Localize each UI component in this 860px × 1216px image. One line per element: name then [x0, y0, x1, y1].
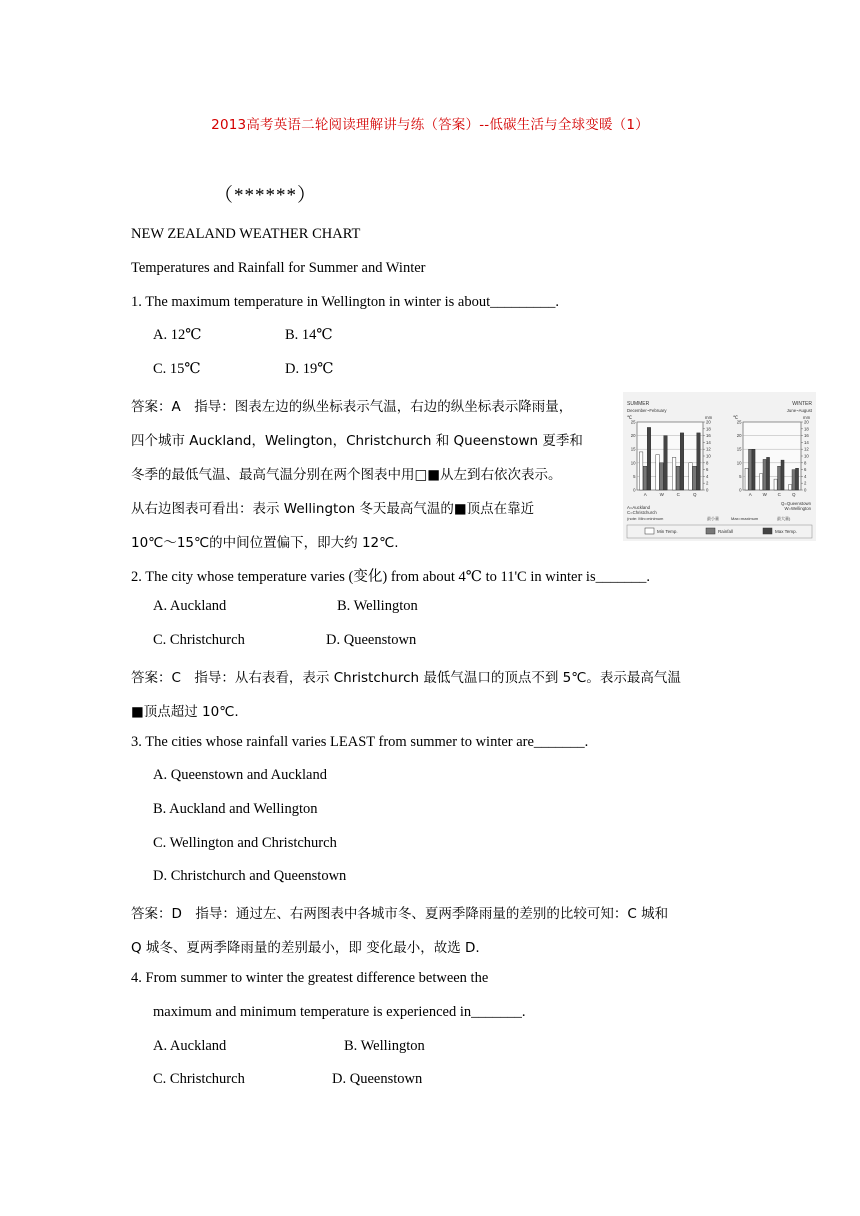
winter-bar-C-2 — [781, 460, 784, 490]
summer-title: SUMMER — [627, 401, 650, 407]
question-4-line-1: 4. From summer to winter the greatest difference between the — [131, 970, 489, 986]
winter-bar-W-0 — [760, 474, 763, 490]
answer-1-line-2: 四个城市 Auckland，Welington，Christchurch 和 Queenstown 夏季和 — [131, 433, 583, 449]
answer-2-line-1: 答案：C 指导：从右表看，表示 Christchurch 最低气温口的顶点不到 5℃。表示最高气温 — [131, 670, 681, 686]
winter-unit-left: ℃ — [733, 415, 738, 420]
winter-bar-Q-1 — [792, 470, 795, 490]
answer-1-line-4: 从右边图表可看出：表示 Wellington 冬天最高气温的■顶点在靠近 — [131, 501, 535, 517]
summer-rain-tick: 8 — [706, 460, 709, 466]
summer-temp-tick: 5 — [633, 473, 636, 479]
summer-temp-tick: 0 — [633, 487, 636, 493]
question-3: 3. The cities whose rainfall varies LEAST from summer to winter are_______. — [131, 734, 589, 750]
option-4b: B. Wellington — [344, 1038, 425, 1054]
summer-range: December~February — [627, 408, 667, 413]
option-1d: D. 19℃ — [285, 361, 334, 377]
winter-bar-C-0 — [774, 479, 777, 490]
legend-max: Max Temp. — [775, 529, 797, 534]
summer-category-label: Q — [692, 492, 697, 497]
summer-rain-tick: 12 — [706, 446, 711, 452]
summer-bar-C-0 — [672, 457, 676, 490]
summer-rain-tick: 18 — [706, 426, 711, 432]
legend-swatch-rain — [706, 528, 715, 534]
summer-category-label: C — [676, 492, 680, 497]
winter-rain-tick: 10 — [804, 453, 809, 459]
summer-bar-Q-0 — [689, 463, 693, 490]
legend-swatch-min — [645, 528, 654, 534]
answer-2-line-2: ■顶点超过 10℃. — [131, 704, 239, 720]
document-title: 2013高考英语二轮阅读理解讲与练（答案）--低碳生活与全球变暖（1） — [211, 117, 649, 133]
winter-temp-tick: 20 — [736, 433, 742, 439]
option-1b: B. 14℃ — [285, 327, 333, 343]
option-2a: A. Auckland — [153, 598, 227, 614]
winter-bar-W-1 — [763, 459, 766, 490]
summer-rain-tick: 16 — [706, 433, 711, 439]
winter-rain-tick: 4 — [804, 473, 807, 479]
summer-rain-tick: 6 — [706, 467, 709, 473]
winter-rain-tick: 8 — [804, 460, 807, 466]
option-4d: D. Queenstown — [332, 1071, 423, 1087]
key-note-big: 最大量) — [777, 516, 791, 521]
key-note-small: 最小量 — [707, 516, 719, 521]
winter-bar-A-0 — [745, 468, 748, 490]
legend-rain: Rainfall — [718, 529, 734, 534]
key-note-max: Max=maximum — [731, 516, 759, 521]
summer-bar-A-0 — [639, 452, 643, 490]
option-3c: C. Wellington and Christchurch — [153, 835, 337, 851]
key-wellington: W=Wellington — [784, 506, 811, 511]
key-queenstown: Q=Queenstown — [781, 501, 811, 506]
winter-bar-C-1 — [778, 466, 781, 490]
summer-bar-A-1 — [643, 466, 647, 490]
winter-bar-W-2 — [766, 457, 769, 490]
winter-title: WINTER — [792, 401, 812, 407]
summer-bar-Q-2 — [697, 433, 701, 490]
winter-bar-A-2 — [752, 449, 755, 490]
summer-unit-left: ℃ — [627, 415, 632, 420]
winter-bar-Q-0 — [789, 485, 792, 490]
winter-category-label: A — [748, 492, 752, 497]
question-1: 1. The maximum temperature in Wellington in winter is about_________. — [131, 294, 559, 310]
summer-bar-C-1 — [676, 466, 680, 490]
question-2: 2. The city whose temperature varies (变化) from about 4℃ to 11'C in winter is_______. — [131, 569, 650, 585]
chart-heading: NEW ZEALAND WEATHER CHART — [131, 226, 361, 242]
summer-bar-W-2 — [664, 436, 668, 490]
winter-rain-tick: 20 — [804, 419, 809, 425]
winter-rain-tick: 0 — [804, 487, 807, 493]
summer-bar-C-2 — [680, 433, 684, 490]
key-christchurch: C=Christchurch — [627, 510, 657, 515]
winter-rain-tick: 12 — [804, 446, 809, 452]
winter-bar-Q-2 — [795, 468, 798, 490]
option-3d: D. Christchurch and Queenstown — [153, 868, 347, 884]
winter-category-label: W — [762, 492, 767, 497]
winter-temp-tick: 15 — [736, 446, 742, 452]
option-3b: B. Auckland and Wellington — [153, 801, 318, 817]
summer-category-label: A — [643, 492, 647, 497]
winter-temp-tick: 5 — [739, 473, 742, 479]
option-2b: B. Wellington — [337, 598, 418, 614]
summer-rain-tick: 0 — [706, 487, 709, 493]
summer-temp-tick: 15 — [630, 446, 636, 452]
answer-3-line-1: 答案：D 指导：通过左、右两图表中各城市冬、夏两季降雨量的差别的比较可知：C 城和 — [131, 906, 669, 922]
winter-temp-tick: 25 — [736, 419, 742, 425]
winter-rain-tick: 14 — [804, 439, 809, 445]
summer-rain-tick: 2 — [706, 480, 709, 486]
winter-bar-A-1 — [749, 449, 752, 490]
winter-category-label: C — [777, 492, 781, 497]
legend-min: Min Temp. — [657, 529, 678, 534]
weather-chart-svg — [623, 392, 816, 541]
legend-swatch-max — [763, 528, 772, 534]
chart-subheading: Temperatures and Rainfall for Summer and Winter — [131, 260, 426, 276]
winter-rain-tick: 16 — [804, 433, 809, 439]
summer-bar-A-2 — [647, 427, 651, 490]
winter-rain-tick: 2 — [804, 480, 807, 486]
option-2d: D. Queenstown — [326, 632, 417, 648]
summer-rain-tick: 20 — [706, 419, 711, 425]
summer-chart-panel — [631, 420, 712, 498]
key-auckland: A=Auckland — [627, 505, 651, 510]
summer-rain-tick: 4 — [706, 473, 709, 479]
answer-1-line-5: 10℃～15℃的中间位置偏下，即大约 12℃. — [131, 535, 399, 551]
summer-temp-tick: 10 — [630, 460, 636, 466]
winter-rain-tick: 6 — [804, 467, 807, 473]
winter-temp-tick: 0 — [739, 487, 742, 493]
summer-rain-tick: 10 — [706, 453, 711, 459]
option-1c: C. 15℃ — [153, 361, 201, 377]
winter-range: June~August — [786, 408, 812, 413]
summer-temp-tick: 25 — [630, 419, 636, 425]
key-note-min: (note: Min=minimum — [627, 516, 664, 521]
winter-chart-panel — [737, 420, 810, 498]
answer-3-line-2: Q 城冬、夏两季降雨量的差别最小，即 变化最小，故选 D. — [131, 940, 480, 956]
option-3a: A. Queenstown and Auckland — [153, 767, 327, 783]
option-4a: A. Auckland — [153, 1038, 227, 1054]
rating-stars: （******） — [214, 185, 318, 206]
summer-rain-tick: 14 — [706, 439, 711, 445]
winter-category-label: Q — [791, 492, 796, 497]
summer-unit-right: mm — [705, 415, 713, 420]
winter-temp-tick: 10 — [736, 460, 742, 466]
answer-1-line-3: 冬季的最低气温、最高气温分别在两个图表中用□■从左到右依次表示。 — [131, 467, 562, 483]
weather-chart-figure — [623, 392, 816, 541]
summer-bar-Q-1 — [693, 466, 697, 490]
question-4-line-2: maximum and minimum temperature is experienced in_______. — [153, 1004, 526, 1020]
summer-category-label: W — [659, 492, 664, 497]
summer-temp-tick: 20 — [630, 433, 636, 439]
option-2c: C. Christchurch — [153, 632, 245, 648]
answer-1-line-1: 答案：A 指导：图表左边的纵坐标表示气温，右边的纵坐标表示降雨量， — [131, 399, 573, 415]
winter-rain-tick: 18 — [804, 426, 809, 432]
summer-bar-W-1 — [660, 463, 664, 490]
summer-bar-W-0 — [656, 455, 660, 490]
option-4c: C. Christchurch — [153, 1071, 245, 1087]
winter-unit-right: mm — [803, 415, 811, 420]
option-1a: A. 12℃ — [153, 327, 202, 343]
